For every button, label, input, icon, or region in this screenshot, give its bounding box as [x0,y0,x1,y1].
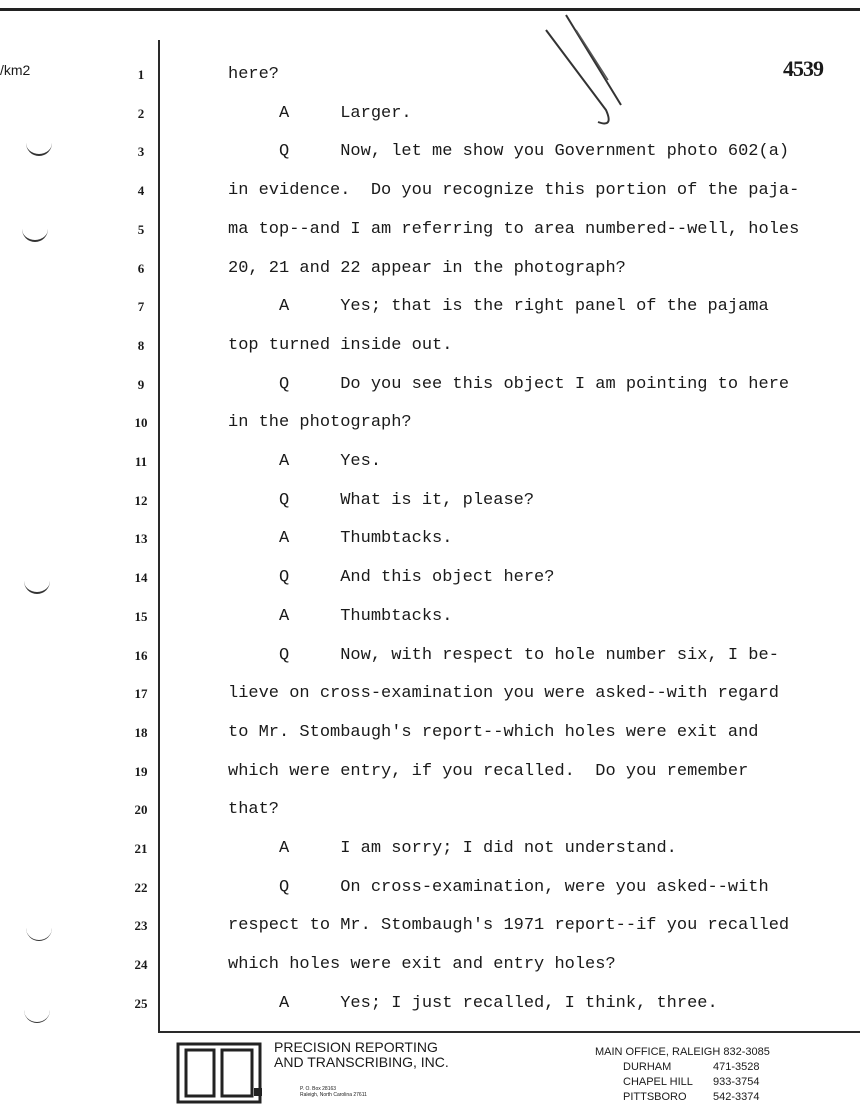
transcript-line: A Larger. [228,103,412,123]
office-phone: 542-3374 [713,1091,760,1103]
company-name-line1: PRECISION REPORTING [274,1039,438,1055]
branch-offices [595,1060,770,1105]
margin-line [158,40,160,1032]
line-number: 21 [134,841,148,856]
office-row [595,1090,770,1105]
bottom-rule [158,1031,860,1033]
line-number: 14 [134,570,148,586]
line-number: 17 [134,686,148,702]
office-phone: 933-3754 [713,1076,760,1088]
line-number: 18 [134,724,148,740]
transcript-line: A Yes. [228,452,382,471]
line-number: 11 [134,454,148,469]
line-number: 5 [137,221,145,237]
office-row [595,1060,770,1075]
line-number: 9 [137,376,145,392]
company-logo [176,1040,262,1106]
line-number: 4 [137,183,145,199]
transcript-line: Q And this object here? [228,568,555,588]
line-number: 6 [137,260,145,276]
transcript-line: Q On cross-examination, were you asked--with [228,877,769,897]
paperclip-mark [536,10,626,130]
transcript-line: lieve on cross-examination you were asked--with regard [228,684,779,704]
binder-hole-mark [22,218,48,242]
top-border [0,8,860,11]
office-city: PITTSBORO [623,1091,687,1103]
transcript-line: which were entry, if you recalled. Do you remember [228,761,749,781]
line-number: 16 [134,647,148,663]
transcript-line: Q Do you see this object I am pointing to here [228,374,790,394]
office-phone: 471-3528 [713,1061,760,1073]
reporter-initials: /km2 [0,62,31,78]
transcript-line: Q Now, let me show you Government photo 602(a) [228,142,790,162]
office-city: DURHAM [623,1061,672,1073]
transcript-line: ma top--and I am referring to area numbered--well, holes [228,219,800,239]
transcript-line: respect to Mr. Stombaugh's 1971 report--if you recalled [228,916,790,936]
po-box: P. O. Box 28163 [300,1086,337,1092]
transcript-line: Q What is it, please? [228,490,535,510]
line-number: 12 [134,492,148,508]
transcript-line: here? [228,65,280,84]
line-number: 15 [134,608,148,624]
line-number: 20 [134,802,148,818]
line-number: 19 [134,763,148,779]
transcript-line: in the photograph? [228,413,412,433]
line-number: 8 [137,337,145,353]
binder-hole-mark [26,918,52,941]
transcript-line: A Thumbtacks. [228,606,453,626]
transcript-line: A Yes; that is the right panel of the pajama [228,297,769,317]
transcript-line: that? [228,800,280,820]
line-number: 24 [134,957,148,973]
line-number: 7 [137,299,145,315]
line-number: 10 [134,415,148,431]
line-number: 1 [137,67,145,82]
line-number: 13 [134,531,148,547]
transcript-line: A I am sorry; I did not understand. [228,839,677,858]
binder-hole-mark [26,132,52,156]
line-number: 3 [137,144,145,160]
transcript-line: in evidence. Do you recognize this portion of the paja- [228,181,800,201]
po-city: Raleigh, North Carolina 27611 [300,1092,367,1098]
transcript-line: 20, 21 and 22 appear in the photograph? [228,258,626,278]
transcript-line: Q Now, with respect to hole number six, I be- [228,645,779,665]
binder-hole-mark [24,1000,50,1023]
line-number: 22 [134,879,148,895]
transcript-line: which holes were exit and entry holes? [228,955,616,975]
transcript-line: top turned inside out. [228,335,453,355]
binder-hole-mark [24,570,50,594]
transcript-line: A Thumbtacks. [228,529,453,549]
page-number: 4539 [783,56,823,81]
office-city: CHAPEL HILL [623,1076,693,1088]
office-row [595,1075,770,1090]
main-office: MAIN OFFICE, RALEIGH 832-3085 [595,1046,770,1058]
transcript-line: A Yes; I just recalled, I think, three. [228,993,718,1013]
company-name-line2: AND TRANSCRIBING, INC. [274,1054,449,1070]
line-number: 25 [134,995,148,1011]
company-address [300,1086,367,1098]
transcript-line: to Mr. Stombaugh's report--which holes were exit and [228,722,759,742]
line-number: 2 [137,105,145,121]
line-number: 23 [134,918,148,934]
company-name [274,1040,449,1070]
office-list [595,1045,770,1105]
